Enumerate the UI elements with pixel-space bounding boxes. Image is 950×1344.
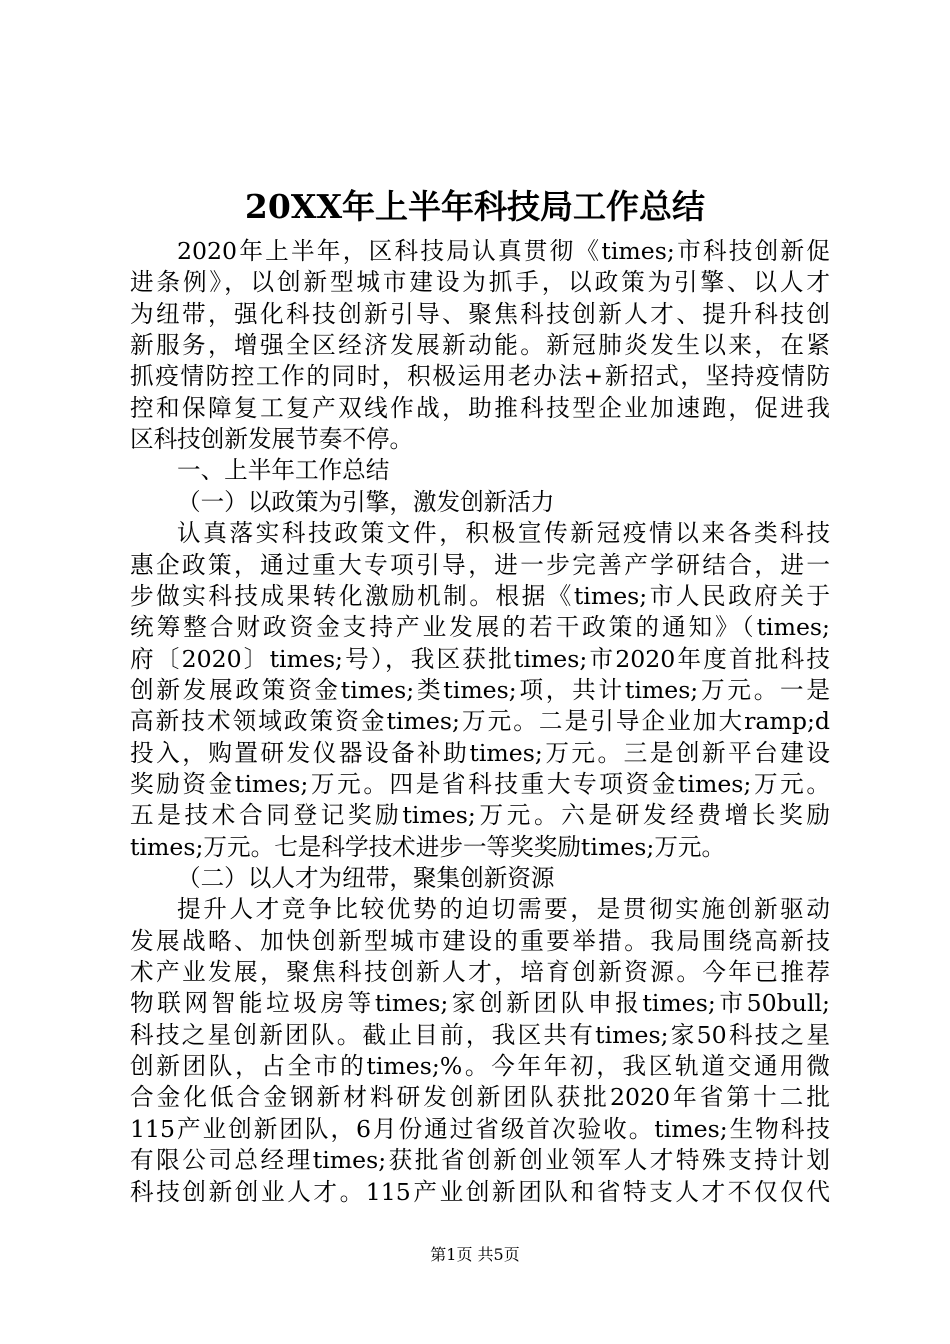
body-text-line: 为纽带，强化科技创新引导、聚焦科技创新人才、提升科技创 <box>130 299 830 328</box>
body-text-line: 创新团队，占全市的times;%。今年年初，我区轨道交通用微 <box>130 1052 830 1081</box>
body-text-line: 认真落实科技政策文件，积极宣传新冠疫情以来各类科技 <box>177 519 830 548</box>
body-text-line: 控和保障复工复产双线作战，助推科技型企业加速跑，促进我 <box>130 393 830 422</box>
body-text-line: 抓疫情防控工作的同时，积极运用老办法+新招式，坚持疫情防 <box>130 362 830 391</box>
body-text-line: 新服务，增强全区经济发展新动能。新冠肺炎发生以来，在紧 <box>130 331 830 360</box>
body-text-line: 投入，购置研发仪器设备补助times;万元。三是创新平台建设 <box>130 738 830 767</box>
body-text-line: 有限公司总经理times;获批省创新创业领军人才特殊支持计划 <box>130 1146 830 1175</box>
body-text-line: 府〔2020〕times;号），我区获批times;市2020年度首批科技 <box>130 644 830 673</box>
body-text-line: 区科技创新发展节奏不停。 <box>130 425 414 454</box>
body-text-line: 奖励资金times;万元。四是省科技重大专项资金times;万元。 <box>130 769 830 798</box>
body-text-line: 五是技术合同登记奖励times;万元。六是研发经费增长奖励 <box>130 801 830 830</box>
body-text-line: 提升人才竞争比较优势的迫切需要，是贯彻实施创新驱动 <box>177 895 830 924</box>
body-text-line: 高新技术领域政策资金times;万元。二是引导企业加大ramp;d <box>130 707 830 736</box>
body-text-line: 统筹整合财政资金支持产业发展的若干政策的通知》（times; <box>130 613 830 642</box>
body-text-line: times;万元。七是科学技术进步一等奖奖励times;万元。 <box>130 832 726 861</box>
body-text-line: 科技之星创新团队。截止目前，我区共有times;家50科技之星 <box>130 1020 830 1049</box>
body-text-line: （一）以政策为引擎，激发创新活力 <box>177 487 555 516</box>
body-text-line: 步做实科技成果转化激励机制。根据《times;市人民政府关于 <box>130 581 830 610</box>
body-text-line: 合金化低合金钢新材料研发创新团队获批2020年省第十二批 <box>130 1083 830 1112</box>
body-text-line: （二）以人才为纽带，聚集创新资源 <box>177 864 555 892</box>
body-text-line: 创新发展政策资金times;类times;项，共计times;万元。一是 <box>130 675 830 704</box>
body-text-line: 物联网智能垃圾房等times;家创新团队申报times;市50bull; <box>130 989 830 1018</box>
document-title: 20XX年上半年科技局工作总结 <box>244 187 706 226</box>
body-text-line: 科技创新创业人才。115产业创新团队和省特支人才不仅仅代 <box>130 1177 830 1206</box>
page-indicator: 第1页 共5页 <box>430 1245 520 1264</box>
body-text-line: 发展战略、加快创新型城市建设的重要举措。我局围绕高新技 <box>130 926 830 955</box>
body-text-line: 术产业发展，聚焦科技创新人才，培育创新资源。今年已推荐 <box>130 958 830 987</box>
body-text-line: 一、上半年工作总结 <box>177 456 390 485</box>
body-text-line: 惠企政策，通过重大专项引导，进一步完善产学研结合，进一 <box>130 550 830 579</box>
body-text-line: 115产业创新团队，6月份通过省级首次验收。times;生物科技 <box>130 1114 830 1143</box>
body-text-line: 2020年上半年，区科技局认真贯彻《times;市科技创新促 <box>177 237 830 265</box>
body-text-line: 进条例》，以创新型城市建设为抓手，以政策为引擎、以人才 <box>130 268 830 297</box>
